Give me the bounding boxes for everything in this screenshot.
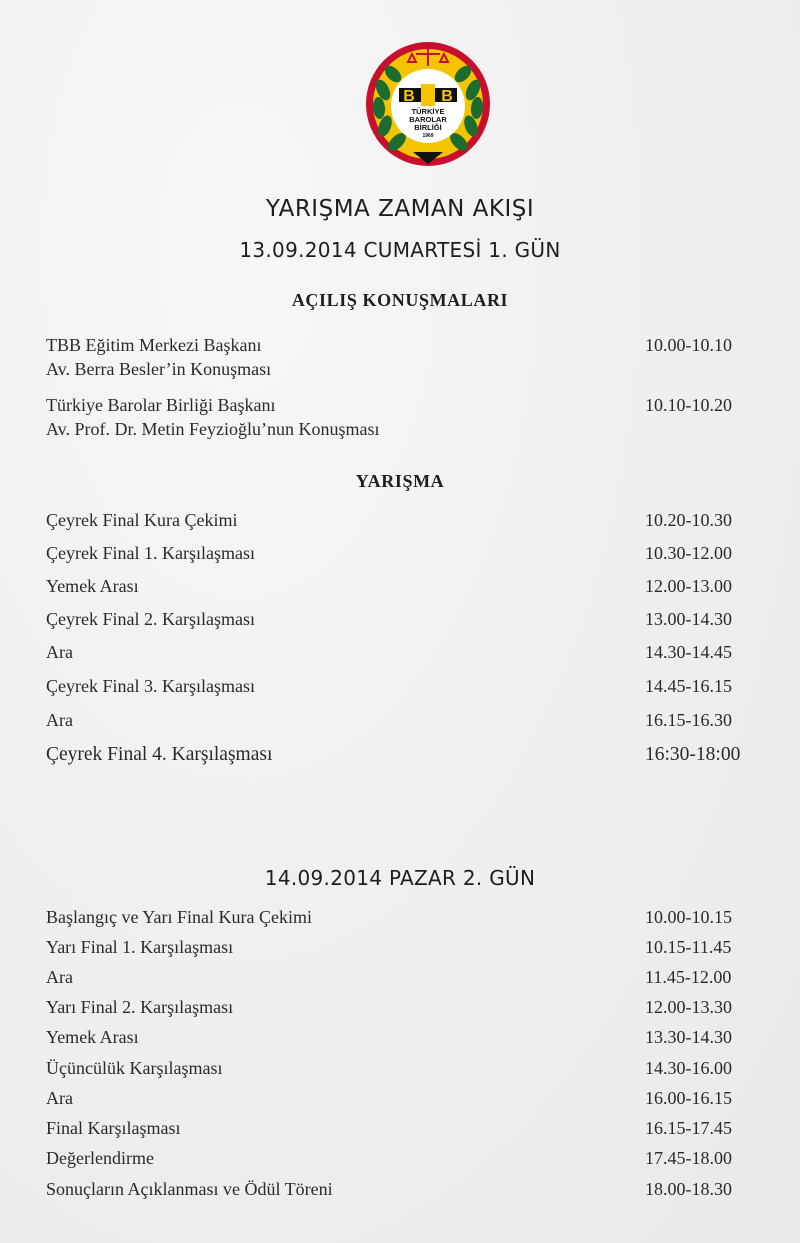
schedule-item-time: 12.00-13.00 [645, 576, 732, 596]
schedule-item-name: Çeyrek Final 3. Karşılaşması [46, 676, 255, 696]
schedule-item-time: 13.00-14.30 [645, 609, 732, 629]
schedule-item-name: Üçüncülük Karşılaşması [46, 1058, 223, 1078]
schedule-item-time: 10.00-10.15 [645, 907, 732, 927]
logo-text-line-1: TÜRKİYE [411, 107, 445, 116]
schedule-item-name: Yemek Arası [46, 576, 139, 596]
section-opening-heading: AÇILIŞ KONUŞMALARI [291, 290, 509, 310]
schedule-item-name: Değerlendirme [46, 1148, 154, 1168]
section-competition-heading: YARIŞMA [355, 471, 445, 491]
schedule-item-name: Final Karşılaşması [46, 1118, 181, 1138]
schedule-item-time: 10.30-12.00 [645, 543, 732, 563]
schedule-item-name: Çeyrek Final 1. Karşılaşması [46, 543, 255, 563]
schedule-item-time: 18.00-18.30 [645, 1179, 732, 1199]
schedule-item-name: Çeyrek Final 2. Karşılaşması [46, 609, 255, 629]
schedule-item-time: 14.30-16.00 [645, 1058, 732, 1078]
logo-text-line-3: BİRLİĞİ [414, 123, 442, 132]
schedule-item-name: Ara [46, 642, 73, 662]
schedule-item-name: Ara [46, 967, 73, 987]
schedule-item-name: Başlangıç ve Yarı Final Kura Çekimi [46, 907, 312, 927]
schedule-item-name: Türkiye Barolar Birliği Başkanı Av. Prof. Dr. Metin Feyzioğlu’nun Konuşması [46, 395, 380, 439]
schedule-item-time: 10.20-10.30 [645, 510, 732, 530]
schedule-item-name: Yarı Final 2. Karşılaşması [46, 997, 234, 1017]
day1-heading: 13.09.2014 CUMARTESİ 1. GÜN [239, 238, 561, 262]
schedule-item-time: 10.10-10.20 [645, 395, 732, 415]
tbb-logo-emblem [361, 40, 495, 168]
schedule-item-name: Sonuçların Açıklanması ve Ödül Töreni [46, 1179, 333, 1199]
schedule-item-time: 12.00-13.30 [645, 997, 732, 1017]
schedule-item-name: Çeyrek Final Kura Çekimi [46, 510, 238, 530]
page-title: YARIŞMA ZAMAN AKIŞI [265, 196, 535, 222]
day2-heading: 14.09.2014 PAZAR 2. GÜN [264, 866, 536, 890]
schedule-item-time: 14.45-16.15 [645, 676, 732, 696]
schedule-item-time: 16.15-17.45 [645, 1118, 732, 1138]
logo-letter-b-right: B [441, 88, 453, 105]
schedule-item-name: Yemek Arası [46, 1027, 139, 1047]
schedule-item-name: Çeyrek Final 4. Karşılaşması [46, 744, 273, 765]
schedule-item-name: Ara [46, 1088, 73, 1108]
schedule-item-name: Ara [46, 710, 73, 730]
schedule-item-name: TBB Eğitim Merkezi Başkanı Av. Berra Besler’in Konuşması [46, 335, 272, 379]
schedule-item-time: 16:30-18:00 [645, 744, 741, 765]
schedule-item-time: 14.30-14.45 [645, 642, 732, 662]
logo-letter-b-left: B [403, 88, 415, 105]
schedule-item-time: 10.00-10.10 [645, 335, 732, 355]
schedule-item-time: 17.45-18.00 [645, 1148, 732, 1168]
schedule-item-time: 16.15-16.30 [645, 710, 732, 730]
logo-text-line-2: BAROLAR [409, 115, 447, 124]
schedule-item-time: 13.30-14.30 [645, 1027, 732, 1047]
tbb-logo [361, 40, 495, 168]
schedule-item-time: 11.45-12.00 [645, 967, 732, 987]
schedule-item-name: Yarı Final 1. Karşılaşması [46, 937, 234, 957]
schedule-item-time: 10.15-11.45 [645, 937, 732, 957]
logo-text-year: 1969 [422, 133, 434, 139]
schedule-item-time: 16.00-16.15 [645, 1088, 732, 1108]
